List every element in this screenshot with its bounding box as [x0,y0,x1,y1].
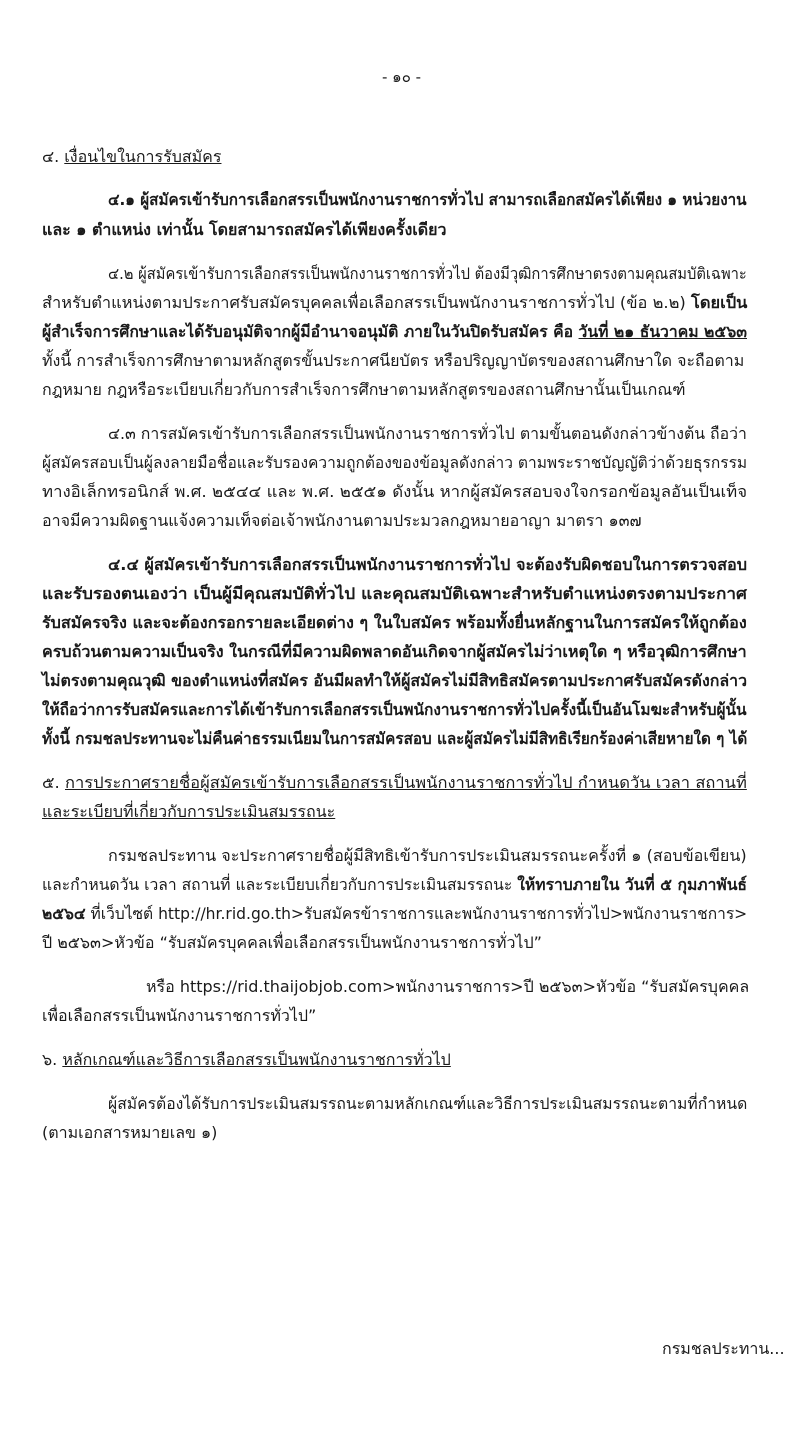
text-run: ๔.๑ ผู้สมัครเข้ารับการเลือกสรรเป็นพนักงานราชการทั่วไป สามารถเลือกสมัครได้เพียง ๑ หน่วยงาน [108,190,747,209]
text-run: ทางอิเล็กทรอนิกส์ พ.ศ. ๒๕๔๔ และ พ.ศ. ๒๕๕๑ ดังนั้น หากผู้สมัครสอบจงใจกรอกข้อมูลอันเป็นเท็จ [42,482,748,501]
text-line-s4-l6 [42,728,747,750]
text-run: ผู้สมัครสอบเป็นผู้ลงลายมือชื่อและรับรองความถูกต้องของข้อมูลดังกล่าว ตามพระราชบัญญัติว่าด้วยธุรกรรม [42,453,748,472]
text-line-s3-l0 [108,423,747,445]
text-run: หลักเกณฑ์และวิธีการเลือกสรรเป็นพนักงานราชการทั่วไป [62,1050,451,1069]
text-line-s9-l1 [42,1122,217,1144]
text-line-s4-l2 [42,612,747,634]
page-number: - ๑๐ - [382,68,422,86]
text-run: วันที่ ๒๑ ธันวาคม ๒๕๖๓ [578,322,747,341]
text-run: และระเบียบที่เกี่ยวกับการประเมินสมรรถนะ [42,802,336,821]
text-line-s4-l0 [108,554,747,576]
text-run: ผู้สำเร็จการศึกษาและได้รับอนุมัติจากผู้มีอำนาจอนุมัติ ภายในวันปิดรับสมัคร คือ [42,322,579,341]
text-line-s4-l3 [42,641,747,663]
text-line-s4-l1 [42,583,747,605]
text-line-s4-l4 [42,670,747,692]
text-run: เงื่อนไขในการรับสมัคร [64,147,222,166]
text-run: เพื่อเลือกสรรเป็นพนักงานราชการทั่วไป” [42,1006,317,1025]
text-run: รับสมัครจริง และจะต้องกรอกรายละเอียดต่าง ๆ ในใบสมัคร พร้อมทั้งยื่นหลักฐานในการสมัครให้ถูกต้อง [42,613,747,632]
text-run: ให้ถือว่าการรับสมัครและการได้เข้ารับการเลือกสรรเป็นพนักงานราชการทั่วไปครั้งนี้เป็นอันโมฆะสำหรับผู้นั้น [42,700,747,719]
text-line-s3-l2 [42,481,747,503]
text-line-s8-l0 [42,1049,451,1071]
text-run: ๕. [42,773,65,792]
text-run: ๔. [42,147,65,166]
text-run: และรับรองตนเองว่า เป็นผู้มีคุณสมบัติทั่วไป และคุณสมบัติเฉพาะสำหรับตำแหน่งตรงตามประกาศ [42,584,747,603]
text-line-s6-l2 [42,903,747,925]
text-run: ๔.๓ การสมัครเข้ารับการเลือกสรรเป็นพนักงานราชการทั่วไป ตามขั้นตอนดังกล่าวข้างต้น ถือว่า [108,424,747,443]
text-run: ผู้สมัครต้องได้รับการประเมินสมรรถนะตามหลักเกณฑ์และวิธีการประเมินสมรรถนะตามที่กำหนด [108,1094,748,1113]
text-line-s2-l4 [42,379,685,401]
text-line-s5-l0 [42,772,747,794]
text-line-s4-l5 [42,699,747,721]
text-run: สำหรับตำแหน่งตามประกาศรับสมัครบุคคลเพื่อเลือกสรรเป็นพนักงานราชการทั่วไป (ข้อ ๒.๒) [42,293,692,312]
text-run: และ ๑ ตำแหน่ง เท่านั้น โดยสามารถสมัครได้เพียงครั้งเดียว [42,220,447,239]
text-line-s2-l0 [108,263,747,285]
text-line-s3-l3 [42,510,642,532]
text-run: ทั้งนี้ กรมชลประทานจะไม่คืนค่าธรรมเนียมในการสมัครสอบ และผู้สมัครไม่มีสิทธิเรียกร้องค่าเสียหายใด ๆ ได้ [42,729,748,748]
text-run: ไม่ตรงตามคุณวุฒิ ของตำแหน่งที่สมัคร อันมีผลทำให้ผู้สมัครไม่มีสิทธิสมัครตามประกาศรับสมัครดังกล่าว [42,671,748,690]
text-run: ๖. [42,1050,63,1069]
text-line-s7-l1 [42,1005,316,1027]
text-line-s5-l1 [42,801,335,823]
text-run: กฎหมาย กฎหรือระเบียบเกี่ยวกับการสำเร็จการศึกษาตามหลักสูตรของสถานศึกษานั้นเป็นเกณฑ์ [42,380,686,399]
text-run: ๔.๔ ผู้สมัครเข้ารับการเลือกสรรเป็นพนักงานราชการทั่วไป จะต้องรับผิดชอบในการตรวจสอบ [108,555,748,574]
text-line-s1-l1 [42,219,447,241]
text-line-s6-l0 [108,845,747,867]
text-line-s1-l0 [108,189,747,211]
text-run: การประกาศรายชื่อผู้สมัครเข้ารับการเลือกสรรเป็นพนักงานราชการทั่วไป กำหนดวัน เวลา สถานที่ [64,773,747,792]
text-run: ที่เว็บไซต์ http://hr.rid.go.th>รับสมัครข้าราชการและพนักงานราชการทั่วไป>พนักงานราชการ> [85,904,748,923]
text-line-s6-l1 [42,874,747,896]
text-run: ๔.๒ ผู้สมัครเข้ารับการเลือกสรรเป็นพนักงานราชการทั่วไป ต้องมีวุฒิการศึกษาตรงตามคุณสมบัติเฉพาะ [108,264,747,283]
text-run: ทั้งนี้ การสำเร็จการศึกษาตามหลักสูตรขั้นประกาศนียบัตร หรือปริญญาบัตรของสถานศึกษาใด จะถือตาม [42,351,745,370]
text-run: อาจมีความผิดฐานแจ้งความเท็จต่อเจ้าพนักงานตามประมวลกฎหมายอาญา มาตรา ๑๓๗ [42,511,642,530]
text-line-s2-l3 [42,350,744,372]
text-run: ให้ทราบภายใน วันที่ ๕ กุมภาพันธ์ [517,875,747,894]
text-run: กรมชลประทาน จะประกาศรายชื่อผู้มีสิทธิเข้ารับการประเมินสมรรถนะครั้งที่ ๑ (สอบข้อเขียน) [108,846,747,865]
text-run: และกำหนดวัน เวลา สถานที่ และระเบียบเกี่ยวกับการประเมินสมรรถนะ [42,875,518,894]
text-run: ปี ๒๕๖๓>หัวข้อ “รับสมัครบุคคลเพื่อเลือกสรรเป็นพนักงานราชการทั่วไป” [42,933,542,952]
text-line-s6-l3 [42,932,542,954]
text-line-s0-l0 [42,146,221,168]
text-line-s7-l0 [146,976,749,998]
text-run: โดยเป็น [691,293,748,312]
text-line-s2-l2 [42,321,747,343]
text-line-s2-l1 [42,292,747,314]
footer-continuation: กรมชลประทาน... [662,1339,785,1358]
text-run: ๒๕๖๔ [42,904,86,923]
text-run: หรือ https://rid.thaijobjob.com>พนักงานราชการ>ปี ๒๕๖๓>หัวข้อ “รับสมัครบุคคล [146,977,750,996]
text-run: (ตามเอกสารหมายเลข ๑) [42,1123,218,1142]
text-line-s9-l0 [108,1093,747,1115]
text-run: ครบถ้วนตามความเป็นจริง ในกรณีที่มีความผิดพลาดอันเกิดจากผู้สมัครไม่ว่าเหตุใด ๆ หรือวุฒิการศึกษา [42,642,747,661]
text-line-s3-l1 [42,452,747,474]
